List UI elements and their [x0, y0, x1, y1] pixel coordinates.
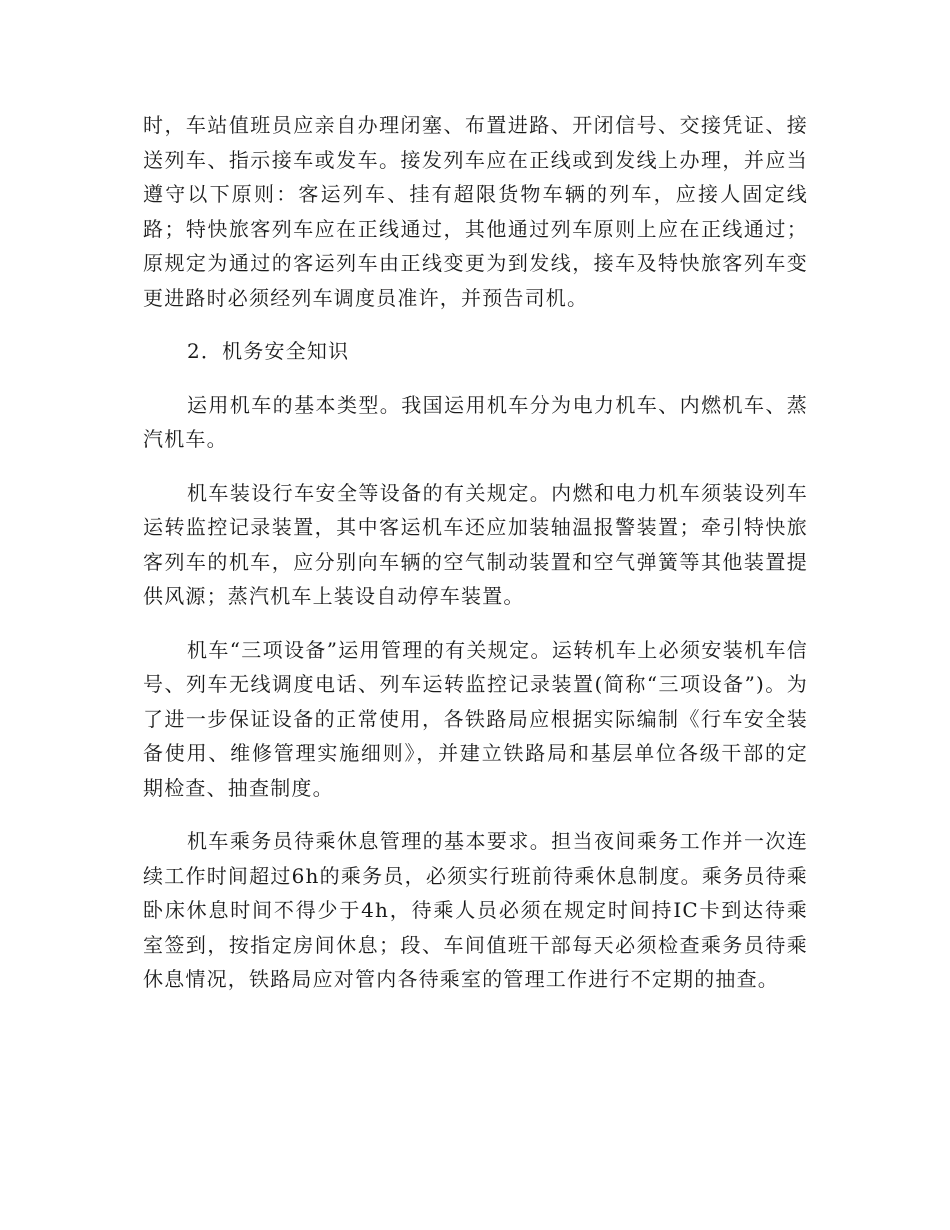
paragraph-safety-equipment: 机车装设行车安全等设备的有关规定。内燃和电力机车须装设列车运转监控记录装置，其中客运机车还应加装轴温报警装置；牵引特快旅客列车的机车，应分别向车辆的空气制动装置和空气弹簧等其他装置提供风源；蒸汽机车上装设自动停车装置。	[143, 480, 808, 608]
paragraph-continuation: 时，车站值班员应亲自办理闭塞、布置进路、开闭信号、交接凭证、接送列车、指示接车或发车。接发列车应在正线或到发线上办理，并应当遵守以下原则：客运列车、挂有超限货物车辆的列车，应接人固定线路；特快旅客列车应在正线通过，其他通过列车原则上应在正线通过；原规定为通过的客运列车由正线变更为到发线，接车及特快旅客列车变更进路时必须经列车调度员准许，并预告司机。	[143, 113, 808, 310]
section-heading: 2．机务安全知识	[187, 339, 350, 363]
document-body	[143, 108, 808, 1016]
paragraph-locomotive-types: 运用机车的基本类型。我国运用机车分为电力机车、内燃机车、蒸汽机车。	[143, 392, 808, 451]
paragraph-crew-rest: 机车乘务员待乘休息管理的基本要求。担当夜间乘务工作并一次连续工作时间超过6h的乘务员，必须实行班前待乘休息制度。乘务员待乘卧床休息时间不得少于4h，待乘人员必须在规定时间持IC卡到达待乘室签到，按指定房间休息；段、车间值班干部每天必须检查乘务员待乘休息情况，铁路局应对管内各待乘室的管理工作进行不定期的抽查。	[143, 829, 808, 991]
paragraph-three-devices: 机车“三项设备”运用管理的有关规定。运转机车上必须安装机车信号、列车无线调度电话、列车运转监控记录装置(简称“三项设备”)。为了进一步保证设备的正常使用，各铁路局应根据实际编制《行车安全装备使用、维修管理实施细则》，并建立铁路局和基层单位各级干部的定期检查、抽查制度。	[143, 637, 808, 800]
